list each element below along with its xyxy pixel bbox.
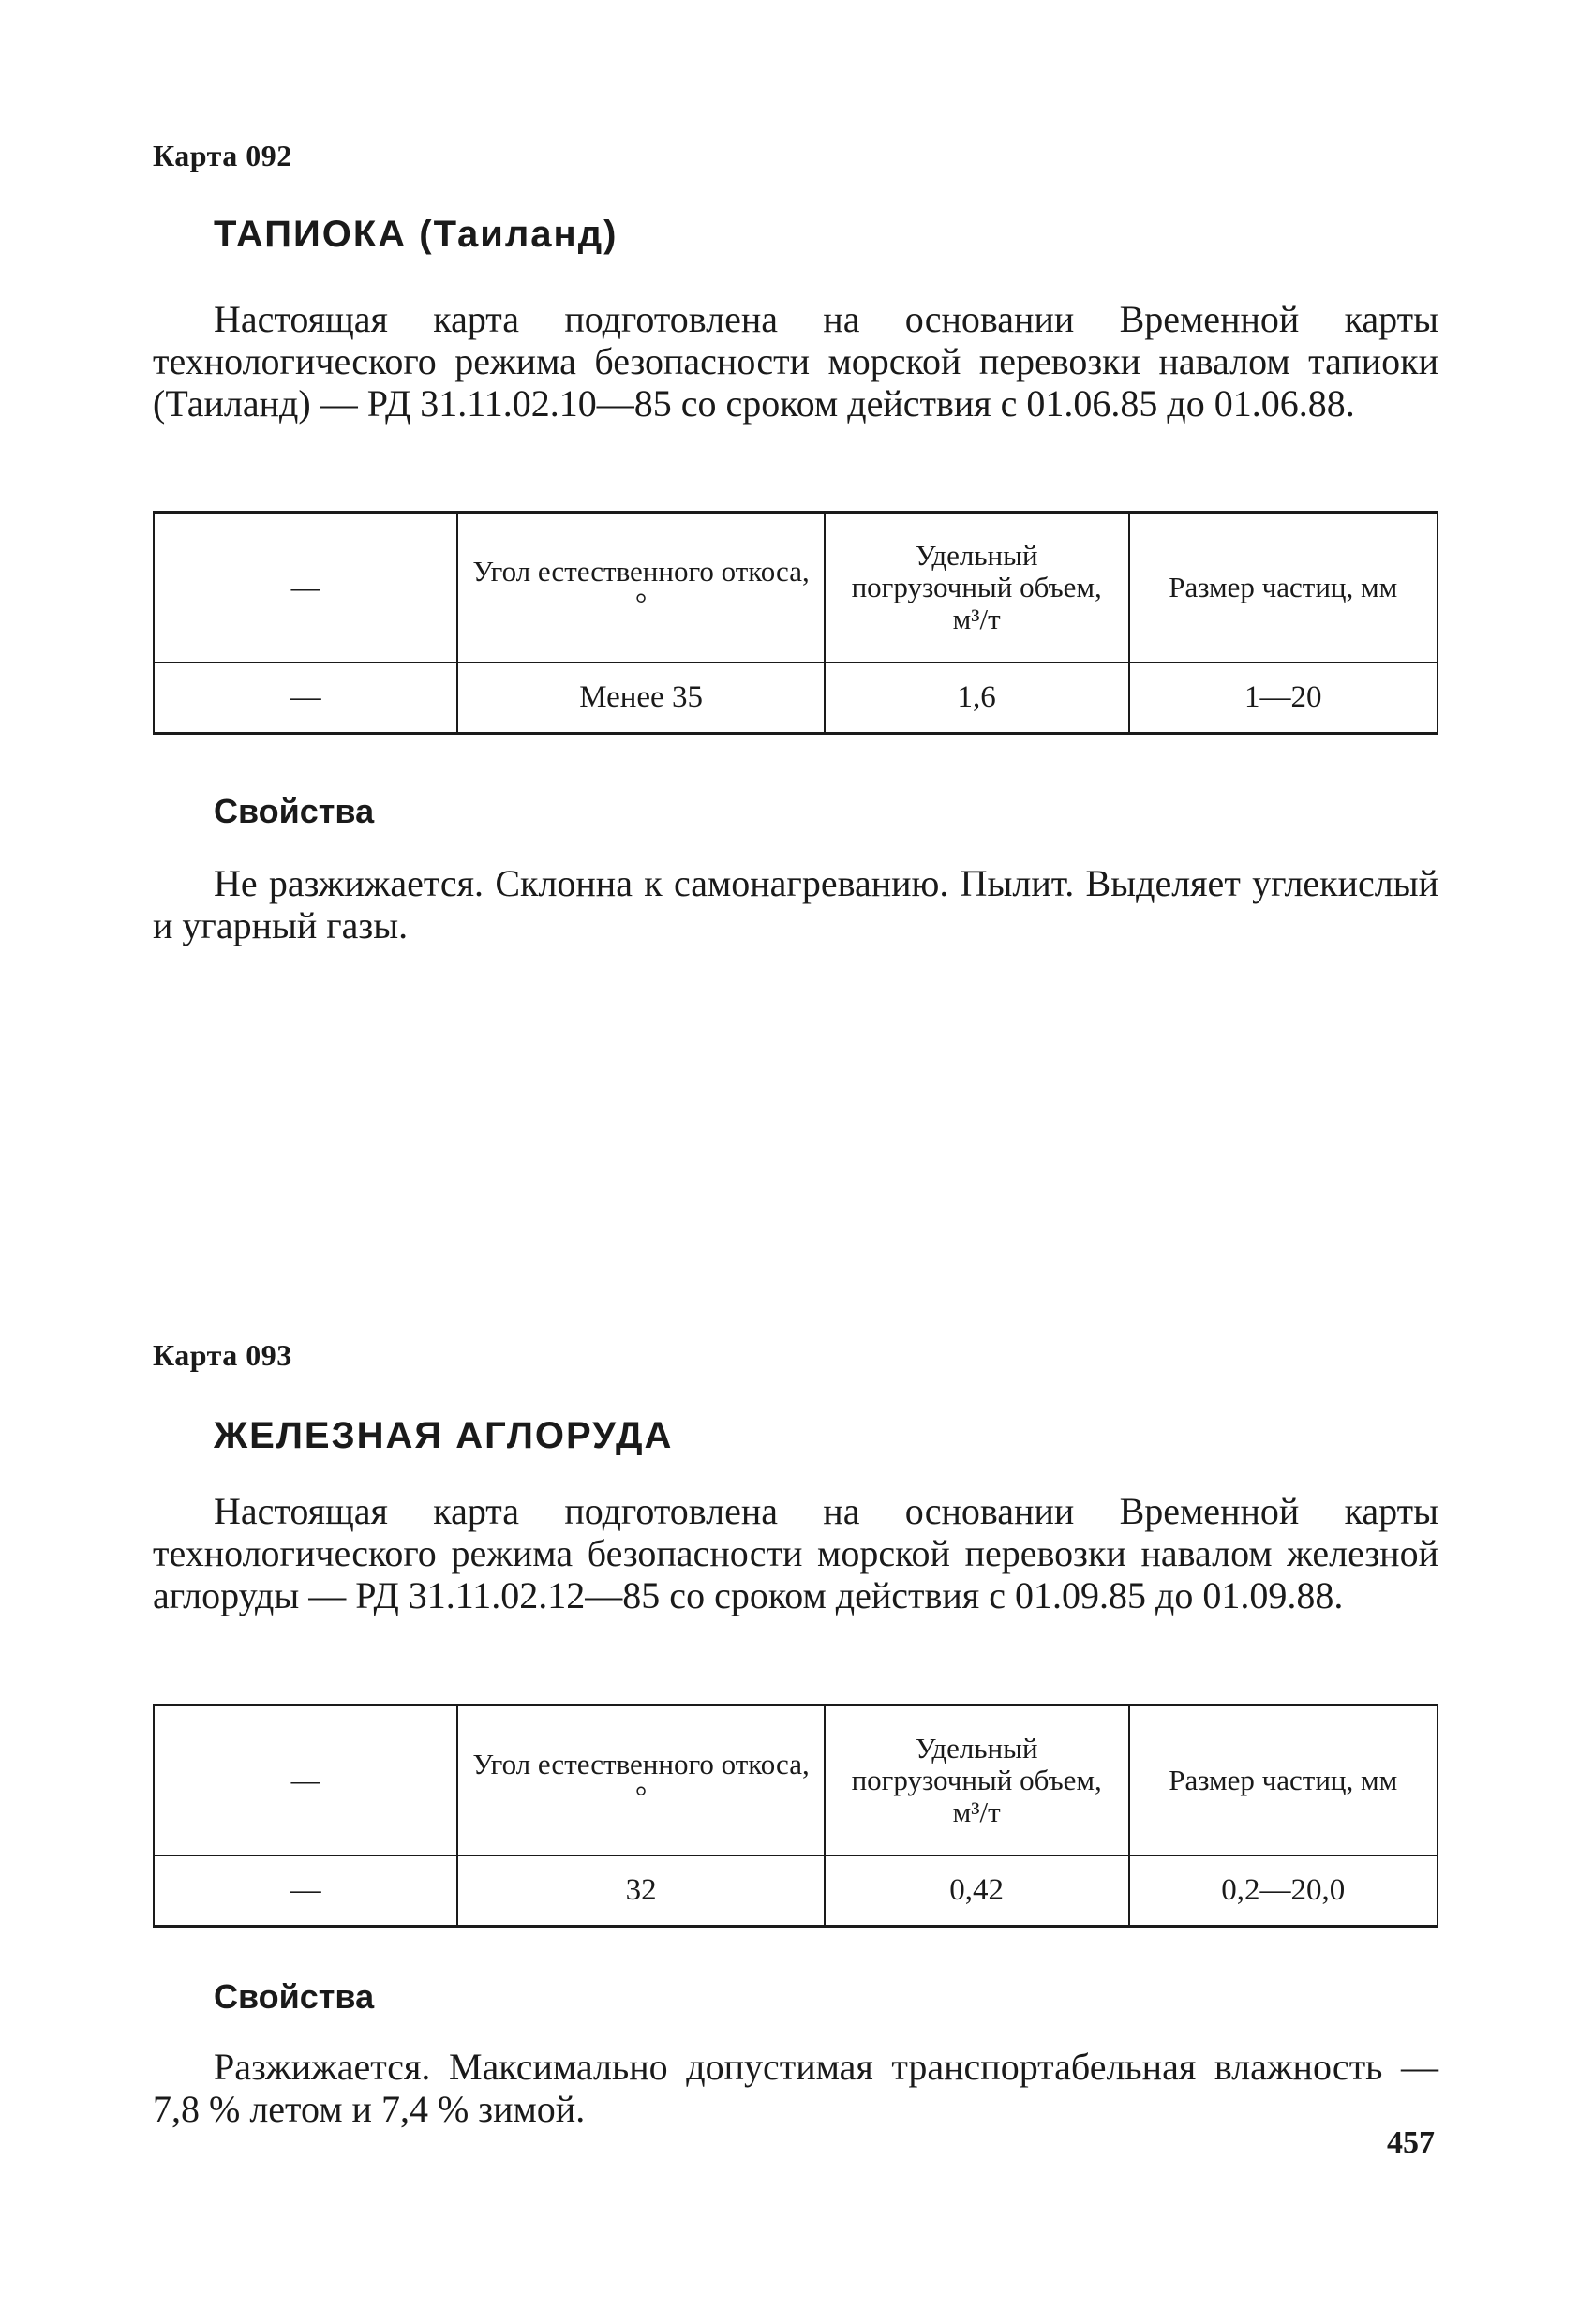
cell-dash: —: [154, 1855, 457, 1927]
card-092-spec-table: [153, 511, 1438, 735]
cell-particle-size: 1—20: [1129, 663, 1438, 734]
header-stowage-factor: Удельный погрузочный объем, м³/т: [825, 513, 1129, 663]
header-stowage-factor: Удельный погрузочный объем, м³/т: [825, 1706, 1129, 1855]
page-number: 457: [1387, 2125, 1435, 2160]
cell-stowage-factor: 0,42: [825, 1855, 1129, 1927]
cell-stowage-factor: 1,6: [825, 663, 1129, 734]
header-repose-angle: Угол естественного откоса, °: [457, 1706, 825, 1855]
card-092-intro: Настоящая карта подготовлена на основании Временной карты технологического режима безопасности морской перевозки навалом тапиоки (Таиланд) — РД 31.11.02.10—85 со сроком действия с 01.06.85 до 01.06.88.: [153, 298, 1438, 425]
card-092-label: Карта 092: [153, 139, 292, 172]
card-093-spec-table: [153, 1704, 1438, 1928]
header-particle-size: Размер частиц, мм: [1129, 513, 1438, 663]
header-particle-size: Размер частиц, мм: [1129, 1706, 1438, 1855]
card-093-title: ЖЕЛЕЗНАЯ АГЛОРУДА: [214, 1415, 674, 1456]
card-093-properties-heading: Свойства: [214, 1977, 375, 2016]
cell-repose-angle: 32: [457, 1855, 825, 1927]
table-header-row: [154, 513, 1438, 663]
table-row: [154, 663, 1438, 734]
table-header-row: [154, 1706, 1438, 1855]
card-093-intro: Настоящая карта подготовлена на основании Временной карты технологического режима безопасности морской перевозки навалом железной аглоруды — РД 31.11.02.12—85 со сроком действия с 01.09.85 до 01.09.88.: [153, 1490, 1438, 1616]
header-dash: —: [154, 1706, 457, 1855]
cell-dash: —: [154, 663, 457, 734]
card-093-label: Карта 093: [153, 1338, 292, 1372]
cell-repose-angle: Менее 35: [457, 663, 825, 734]
header-dash: —: [154, 513, 457, 663]
card-093-properties-text: Разжижается. Максимально допустимая транспортабельная влажность — 7,8 % летом и 7,4 % зимой.: [153, 2046, 1438, 2130]
table-row: [154, 1855, 1438, 1927]
card-092-properties-text: Не разжижается. Склонна к самонагреванию. Пылит. Выделяет углекислый и угарный газы.: [153, 862, 1438, 946]
card-092-title: ТАПИОКА (Таиланд): [214, 214, 618, 255]
card-092-properties-heading: Свойства: [214, 792, 375, 830]
header-repose-angle: Угол естественного откоса, °: [457, 513, 825, 663]
cell-particle-size: 0,2—20,0: [1129, 1855, 1438, 1927]
